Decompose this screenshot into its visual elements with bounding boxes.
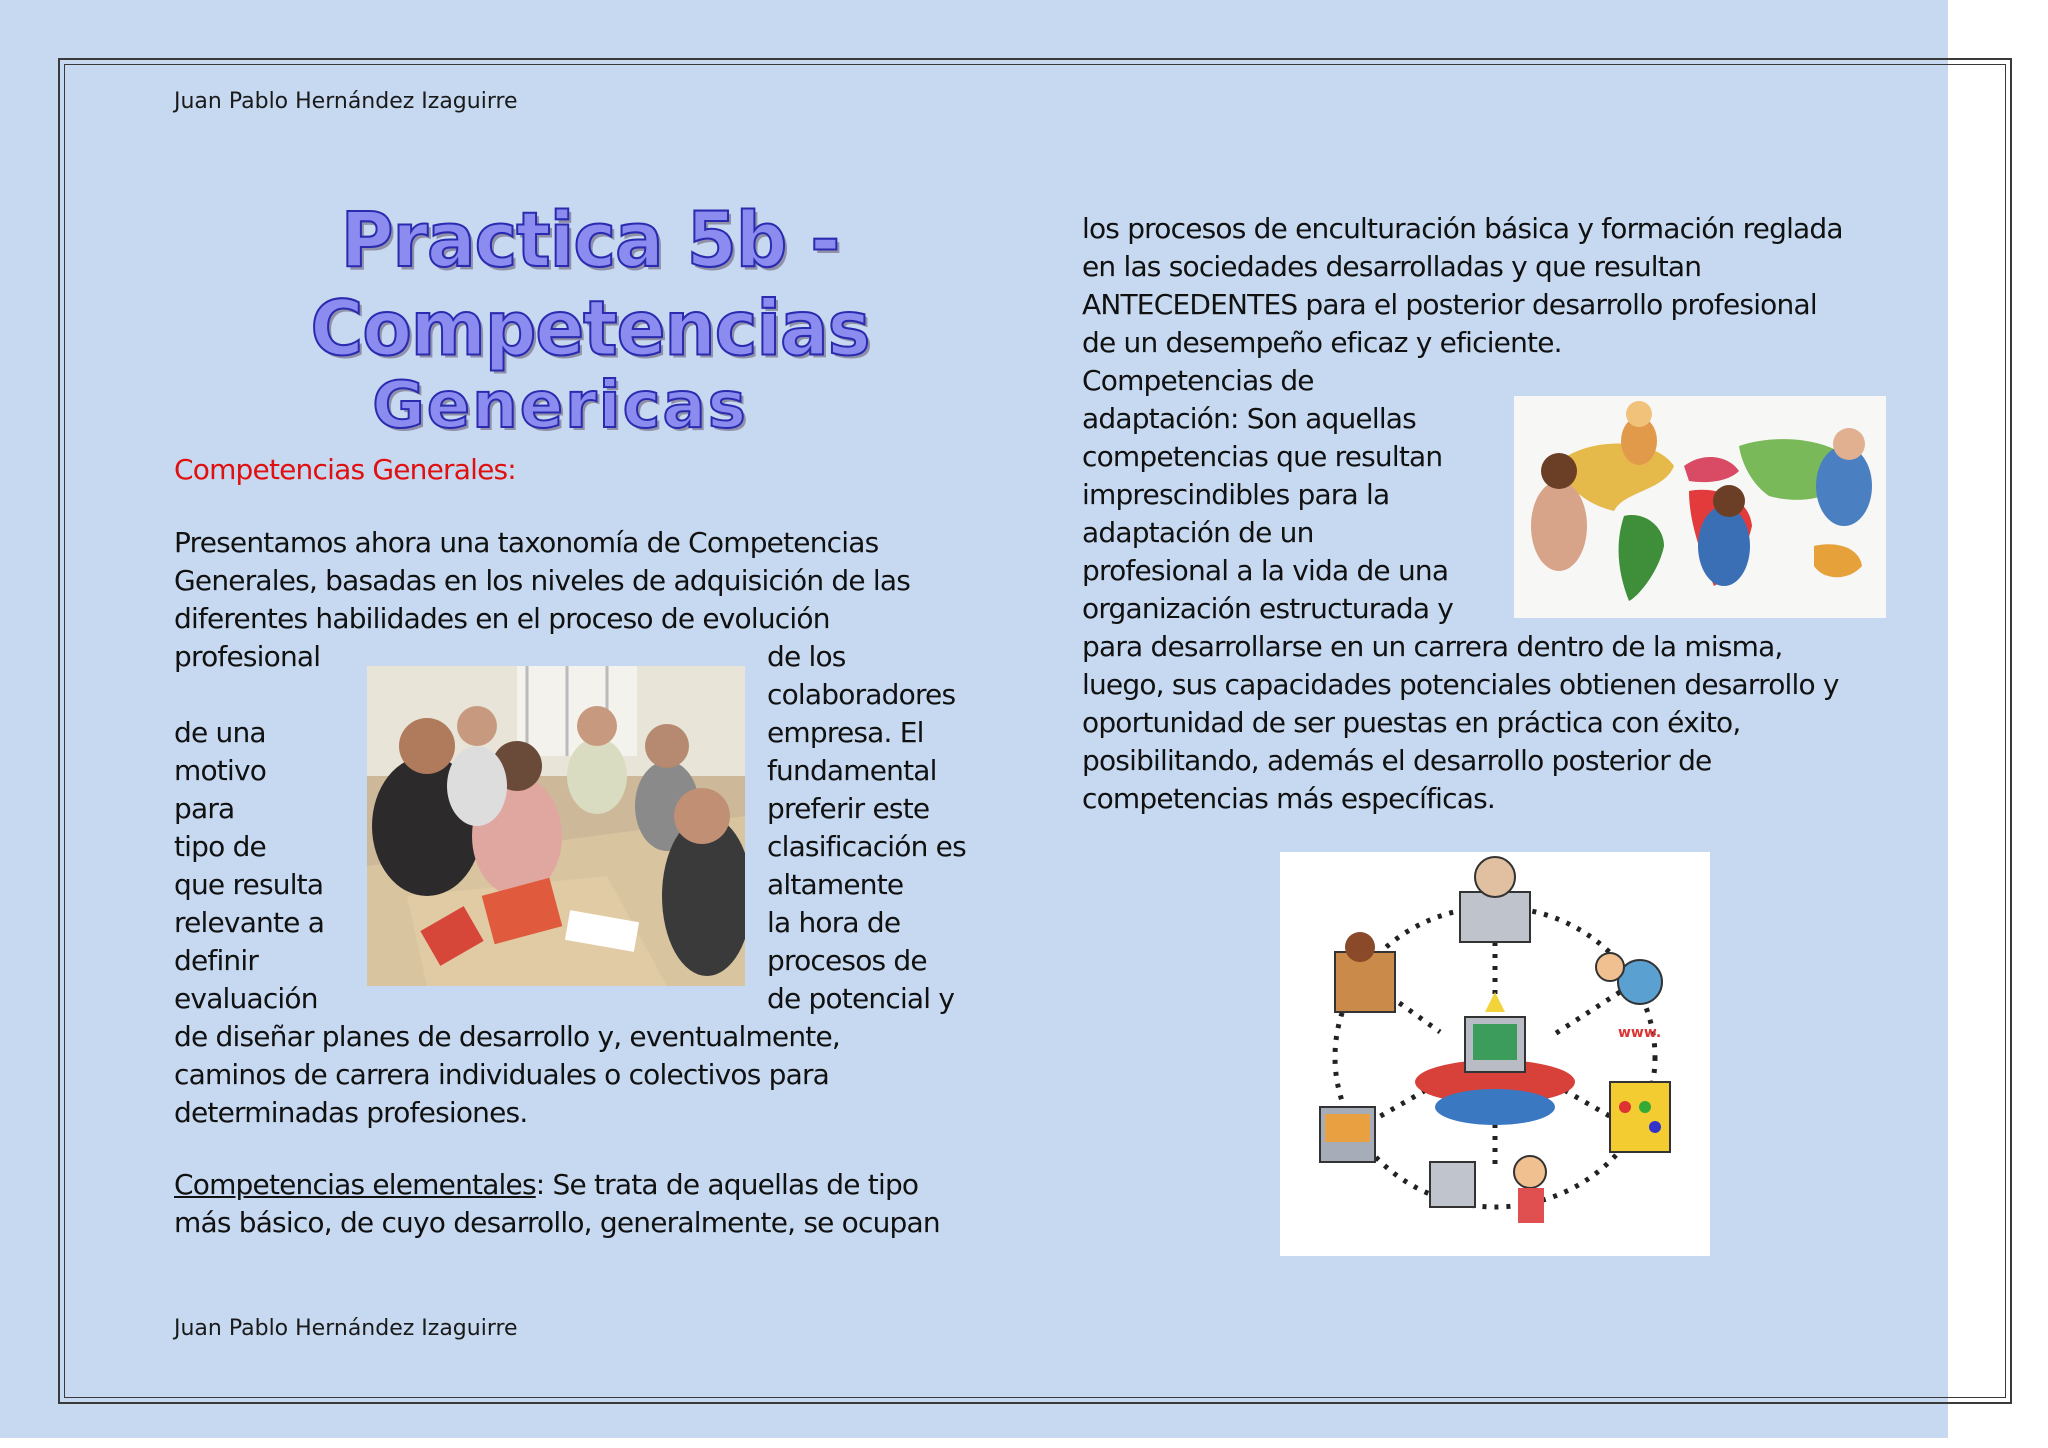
text-line: determinadas profesiones. xyxy=(174,1096,528,1129)
right-paragraph-top xyxy=(1082,210,1843,362)
text-line: motivo xyxy=(174,754,267,787)
text-line: procesos de xyxy=(767,944,927,977)
text-line: altamente xyxy=(767,868,904,901)
text-line: de una xyxy=(174,716,266,749)
text-line: de diseñar planes de desarrollo y, eventualmente, xyxy=(174,1020,840,1053)
world-map-kids-photo xyxy=(1514,396,1886,618)
text-line: colaboradores xyxy=(767,678,956,711)
text-line: de un desempeño eficaz y eficiente. xyxy=(1082,326,1562,359)
section-heading: Competencias Generales: xyxy=(174,453,516,486)
text-line: para desarrollarse en un carrera dentro de la misma, xyxy=(1082,630,1783,663)
left-wrap-right-column xyxy=(767,638,966,1018)
text-line: los procesos de enculturación básica y formación reglada xyxy=(1082,212,1843,245)
text-line: clasificación es xyxy=(767,830,966,863)
text-line: para xyxy=(174,792,235,825)
text-line: profesional xyxy=(174,640,321,673)
text-line: de potencial y xyxy=(767,982,955,1015)
left-paragraph-top xyxy=(174,524,910,638)
text-line: relevante a xyxy=(174,906,325,939)
text-line: preferir este xyxy=(767,792,930,825)
left-paragraph-bottom xyxy=(174,1018,840,1132)
text-line: competencias más específicas. xyxy=(1082,782,1495,815)
text-line: fundamental xyxy=(767,754,937,787)
text-line: más básico, de cuyo desarrollo, generalmente, se ocupan xyxy=(174,1206,940,1239)
text-line: la hora de xyxy=(767,906,901,939)
title-line-1: Practica 5b - Competencias xyxy=(310,195,870,373)
title-line-2: Genericas xyxy=(372,369,748,443)
text-line: organización estructurada y xyxy=(1082,592,1454,625)
text-line xyxy=(174,676,324,714)
elementales-label: Competencias elementales xyxy=(174,1168,536,1201)
footer-author: Juan Pablo Hernández Izaguirre xyxy=(174,1316,518,1341)
right-wrap-left-column xyxy=(1082,362,1453,628)
text-line: imprescindibles para la xyxy=(1082,478,1390,511)
text-line: caminos de carrera individuales o colectivos para xyxy=(174,1058,830,1091)
text-line: empresa. El xyxy=(767,716,924,749)
computer-network-illustration xyxy=(1280,852,1710,1256)
text-line: ANTECEDENTES para el posterior desarrollo profesional xyxy=(1082,288,1817,321)
text-line: adaptación de un xyxy=(1082,516,1314,549)
svg-text:www.: www. xyxy=(1618,1025,1662,1041)
right-paragraph-bottom xyxy=(1082,628,1839,818)
text-line: de los xyxy=(767,640,846,673)
elementales-paragraph xyxy=(174,1166,940,1242)
text-line: Generales, basadas en los niveles de adquisición de las xyxy=(174,564,911,597)
left-wrap-left-column xyxy=(174,638,324,1018)
text-line: posibilitando, además el desarrollo posterior de xyxy=(1082,744,1712,777)
text-line: luego, sus capacidades potenciales obtienen desarrollo y xyxy=(1082,668,1839,701)
classroom-photo xyxy=(367,666,745,986)
text-line: en las sociedades desarrolladas y que resultan xyxy=(1082,250,1702,283)
text-line xyxy=(174,1166,940,1204)
text-line: evaluación xyxy=(174,982,318,1015)
text-line: oportunidad de ser puestas en práctica con éxito, xyxy=(1082,706,1741,739)
text-line: tipo de xyxy=(174,830,266,863)
elementales-rest: : Se trata de aquellas de tipo xyxy=(535,1168,919,1201)
text-line: que resulta xyxy=(174,868,324,901)
text-line: definir xyxy=(174,944,259,977)
page-title xyxy=(170,195,1010,444)
header-author: Juan Pablo Hernández Izaguirre xyxy=(174,89,518,114)
text-line: Presentamos ahora una taxonomía de Competencias xyxy=(174,526,879,559)
text-line: competencias que resultan xyxy=(1082,440,1443,473)
text-line: Competencias de xyxy=(1082,364,1314,397)
text-line: profesional a la vida de una xyxy=(1082,554,1449,587)
text-line: adaptación: Son aquellas xyxy=(1082,402,1416,435)
text-line: diferentes habilidades en el proceso de evolución xyxy=(174,602,830,635)
